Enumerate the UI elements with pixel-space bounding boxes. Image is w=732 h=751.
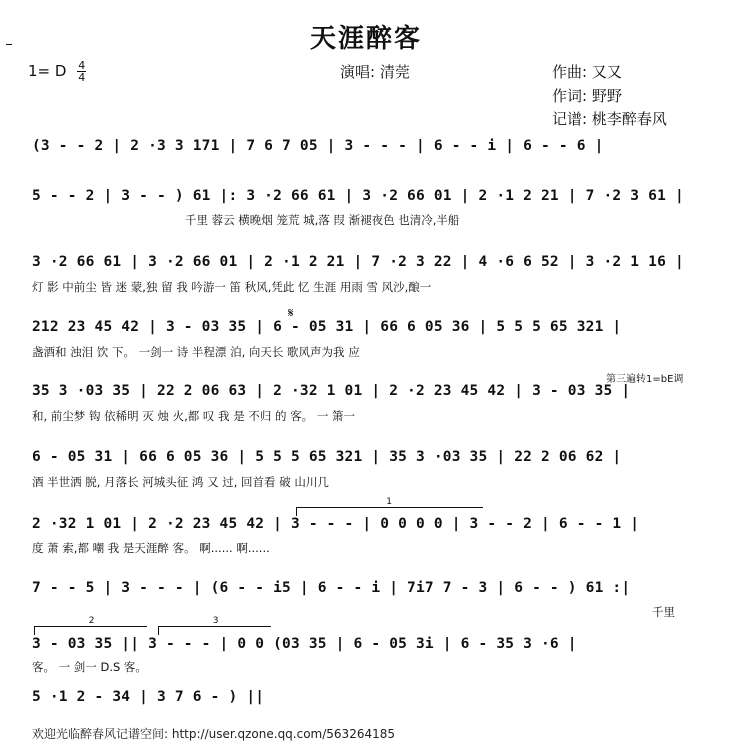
time-signature: $\frac{4}{4}$	[78, 59, 86, 84]
credit-transcriber: 记谱: 桃李醉春风	[552, 110, 667, 128]
page-title: 天涯醉客	[309, 24, 422, 54]
notation-row-4: 212 23 45 42 | 3 - 03 35 | 6 - 05 31 | 66 6 05 36 | 5 5 5 65 321 |	[32, 319, 622, 335]
credit-lyricist: 作词: 野野	[552, 87, 622, 105]
notation-row-9: 3 - 03 35 || 3 - - - | 0 0 (03 35 | 6 - 05 3i | 6 - 35 3 ·6 |	[32, 636, 577, 652]
notation-row-6: 6 - 05 31 | 66 6 05 36 | 5 5 5 65 321 | 35 3 ·03 35 | 22 2 06 62 |	[32, 449, 622, 465]
lyrics-row-3: 灯 影 中前尘 皆 迷 蒙,独 留 我 吟游一 笛 秋风,凭此 忆 生涯 用雨 雪 风沙,酿一	[32, 280, 432, 294]
volta-bracket-3: 3	[158, 626, 271, 635]
lyrics-row-8: 千里	[652, 605, 675, 619]
notation-row-7: 2 ·32 1 01 | 2 ·2 23 45 42 | 3 - - - | 0 0 0 0 | 3 - - 2 | 6 - - 1 |	[32, 516, 640, 532]
key-label: 1= D	[28, 62, 67, 80]
notation-row-3: 3 ·2 66 61 | 3 ·2 66 01 | 2 ·1 2 21 | 7 ·2 3 22 | 4 ·6 6 52 | 3 ·2 1 16 |	[32, 254, 684, 270]
segno-sign: 𝄋	[288, 306, 294, 321]
volta-bracket-1: 1	[296, 507, 483, 516]
modulation-note: 第三遍转1=bE调	[606, 374, 684, 385]
volta-bracket-2: 2	[34, 626, 147, 635]
singer-credit: 演唱: 清莞	[340, 63, 410, 81]
notation-row-2: 5 - - 2 | 3 - - ) 61 |: 3 ·2 66 61 | 3 ·2 66 01 | 2 ·1 2 21 | 7 ·2 3 61 |	[32, 188, 684, 204]
credit-composer: 作曲: 又又	[552, 63, 622, 81]
lyrics-row-2: 千里 蓉云 横晚烟 笼荒 城,落 叚 渐褪夜色 也清冷,半船	[185, 213, 460, 227]
key-signature	[28, 60, 86, 83]
footer-link-text: 欢迎光临醉春风记谱空间: http://user.qzone.qq.com/563264185	[32, 727, 396, 741]
lyrics-row-4: 盏酒和 浊泪 饮 下。 一剑一 诗 半程漂 泊, 向天长 歌风声为我 应	[32, 345, 360, 359]
notation-row-5: 35 3 ·03 35 | 22 2 06 63 | 2 ·32 1 01 | 2 ·2 23 45 42 | 3 - 03 35 |	[32, 383, 631, 399]
lyrics-row-7: 度 萧 索,都 嘲 我 是天涯醉 客。 啊...... 啊......	[32, 541, 270, 555]
notation-row-8: 7 - - 5 | 3 - - - | (6 - - i5 | 6 - - i | 7i7 7 - 3 | 6 - - ) 61 :|	[32, 580, 631, 596]
lyrics-row-6: 酒 半世洒 脱, 月落长 河城头征 鸿 又 过, 回首看 破 山川几	[32, 475, 329, 489]
lyrics-row-5: 和, 前尘梦 钩 依稀明 灭 烛 火,都 叹 我 是 不归 的 客。 一 箫一	[32, 409, 355, 423]
notation-row-1: (3 - - 2 | 2 ·3 3 171 | 7 6 7 05 | 3 - - - | 6 - - i | 6 - - 6 |	[32, 138, 604, 154]
lyrics-row-9: 客。 一 剑一 D.S 客。	[32, 660, 147, 674]
notation-row-10: 5 ·1 2 - 34 | 3 7 6 - ) ||	[32, 689, 265, 705]
